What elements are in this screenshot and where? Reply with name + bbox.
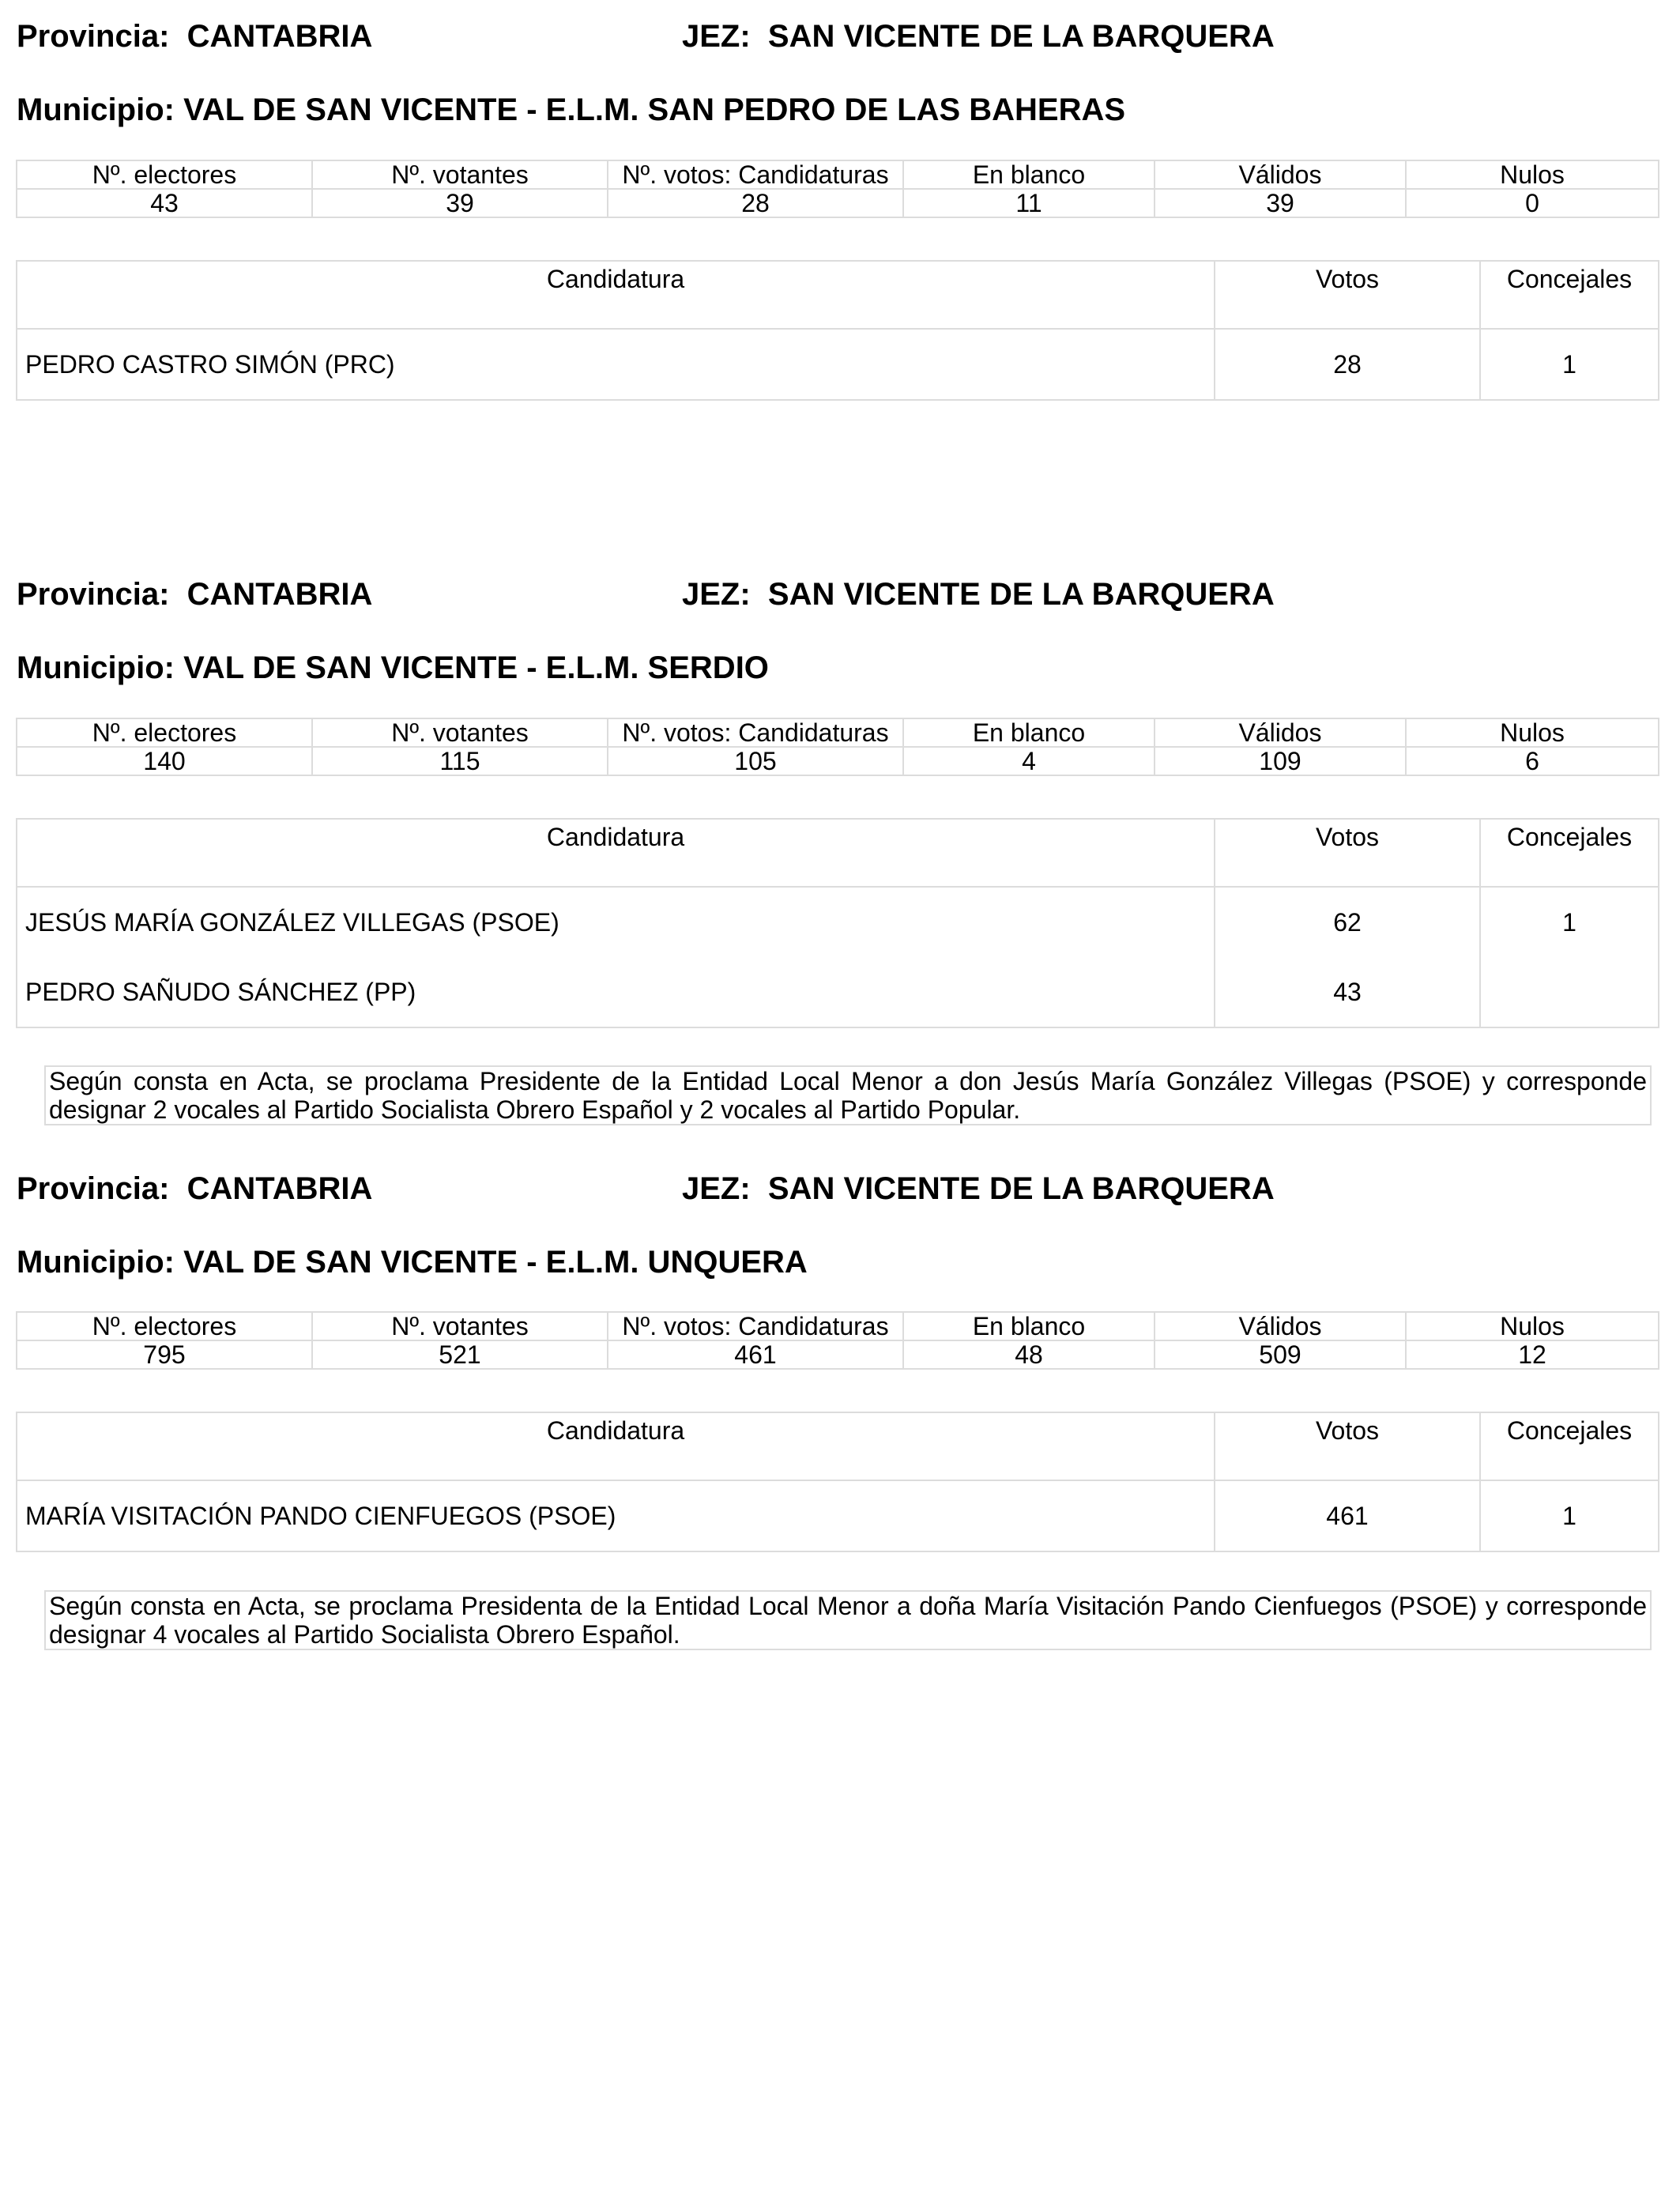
stat-header: Nº. votantes — [312, 1312, 608, 1340]
candidate-concejales: 1 — [1562, 1502, 1576, 1530]
candidate-name: MARÍA VISITACIÓN PANDO CIENFUEGOS (PSOE) — [25, 1502, 616, 1530]
candidate-rows — [17, 887, 1659, 1027]
stat-value: 115 — [312, 747, 608, 775]
stats-table — [16, 160, 1659, 218]
stat-value: 28 — [608, 189, 903, 217]
provincia-value: CANTABRIA — [186, 19, 373, 54]
jez-label: JEZ: — [682, 1171, 751, 1206]
candidate-concejales: 1 — [1562, 350, 1576, 379]
candidates-header-row — [17, 819, 1659, 887]
stats-value-row — [17, 189, 1659, 217]
candidate-votos: 43 — [1333, 978, 1362, 1006]
stat-value: 48 — [903, 1340, 1155, 1369]
stat-header: Válidos — [1155, 1312, 1406, 1340]
cand-header-votos: Votos — [1215, 819, 1480, 887]
candidate-votos: 62 — [1333, 908, 1362, 937]
stat-header: En blanco — [903, 718, 1155, 747]
provincia-value: CANTABRIA — [186, 577, 373, 612]
jez-value: SAN VICENTE DE LA BARQUERA — [767, 19, 1275, 54]
municipio-label: Municipio: — [17, 650, 175, 685]
jez-label: JEZ: — [682, 19, 751, 54]
jez-value: SAN VICENTE DE LA BARQUERA — [767, 1171, 1275, 1206]
candidate-votos: 28 — [1333, 350, 1362, 379]
candidate-name: PEDRO CASTRO SIMÓN (PRC) — [25, 350, 395, 379]
stat-header: Nº. votos: Candidaturas — [608, 718, 903, 747]
stat-header: Nº. votos: Candidaturas — [608, 160, 903, 189]
cand-header-votos: Votos — [1215, 261, 1480, 329]
stat-header: En blanco — [903, 1312, 1155, 1340]
stat-header: Nº. electores — [17, 718, 312, 747]
stat-header: Nº. votos: Candidaturas — [608, 1312, 903, 1340]
candidate-name: PEDRO SAÑUDO SÁNCHEZ (PP) — [25, 978, 416, 1006]
cand-header-concejales: Concejales — [1480, 819, 1659, 887]
stats-header-row — [17, 160, 1659, 189]
candidates-table — [16, 260, 1659, 401]
cand-header-concejales: Concejales — [1480, 261, 1659, 329]
stat-header: En blanco — [903, 160, 1155, 189]
stat-header: Nº. votantes — [312, 718, 608, 747]
stat-header: Nº. electores — [17, 1312, 312, 1340]
candidate-votos: 461 — [1326, 1502, 1369, 1530]
stats-header-row — [17, 1312, 1659, 1340]
stat-value: 105 — [608, 747, 903, 775]
municipio-label: Municipio: — [17, 92, 175, 127]
candidates-table — [16, 818, 1659, 1028]
proclamation-note: Según consta en Acta, se proclama Presidente de la Entidad Local Menor a don Jesús María González Villegas (PSOE) y corresponde designar 2 vocales al Partido Socialista Obrero Español y 2 vocales al Partido Popular. — [44, 1065, 1652, 1125]
stat-value: 509 — [1155, 1340, 1406, 1369]
stat-header: Nº. electores — [17, 160, 312, 189]
section-header — [17, 19, 1275, 54]
candidate-concejales: 1 — [1562, 908, 1576, 937]
provincia-value: CANTABRIA — [186, 1171, 373, 1206]
section-header — [17, 1171, 1275, 1206]
stat-value: 795 — [17, 1340, 312, 1369]
cand-header-candidatura: Candidatura — [17, 819, 1215, 887]
stat-header: Nulos — [1406, 718, 1659, 747]
candidate-concejales — [1481, 957, 1658, 1027]
jez-value: SAN VICENTE DE LA BARQUERA — [767, 577, 1275, 612]
stats-table — [16, 718, 1659, 776]
stat-header: Válidos — [1155, 718, 1406, 747]
provincia-label: Provincia: — [17, 1171, 170, 1206]
candidates-header-row — [17, 1412, 1659, 1480]
cand-header-candidatura: Candidatura — [17, 1412, 1215, 1480]
proclamation-note: Según consta en Acta, se proclama Presidenta de la Entidad Local Menor a doña María Visitación Pando Cienfuegos (PSOE) y corresponde designar 4 vocales al Partido Socialista Obrero Español. — [44, 1590, 1652, 1650]
stat-header: Nº. votantes — [312, 160, 608, 189]
municipio-value: VAL DE SAN VICENTE - E.L.M. SAN PEDRO DE LAS BAHERAS — [183, 92, 1126, 127]
stat-value: 39 — [312, 189, 608, 217]
stat-value: 0 — [1406, 189, 1659, 217]
candidates-table — [16, 1412, 1659, 1552]
stat-value: 109 — [1155, 747, 1406, 775]
provincia-label: Provincia: — [17, 19, 170, 54]
stats-table — [16, 1311, 1659, 1370]
stat-value: 39 — [1155, 189, 1406, 217]
municipio-value: VAL DE SAN VICENTE - E.L.M. SERDIO — [183, 650, 769, 685]
municipio-title — [17, 94, 1125, 126]
stat-header: Nulos — [1406, 160, 1659, 189]
stat-value: 11 — [903, 189, 1155, 217]
stat-value: 521 — [312, 1340, 608, 1369]
cand-header-votos: Votos — [1215, 1412, 1480, 1480]
candidates-header-row — [17, 261, 1659, 329]
stat-value: 43 — [17, 189, 312, 217]
section-header — [17, 577, 1275, 612]
stat-value: 12 — [1406, 1340, 1659, 1369]
cand-header-concejales: Concejales — [1480, 1412, 1659, 1480]
candidate-row — [17, 1480, 1659, 1551]
municipio-title — [17, 652, 769, 684]
stat-header: Nulos — [1406, 1312, 1659, 1340]
stat-value: 4 — [903, 747, 1155, 775]
stat-header: Válidos — [1155, 160, 1406, 189]
stats-header-row — [17, 718, 1659, 747]
stat-value: 140 — [17, 747, 312, 775]
stat-value: 6 — [1406, 747, 1659, 775]
municipio-title — [17, 1246, 808, 1278]
candidate-row — [17, 329, 1659, 400]
stats-value-row — [17, 1340, 1659, 1369]
stat-value: 461 — [608, 1340, 903, 1369]
cand-header-candidatura: Candidatura — [17, 261, 1215, 329]
municipio-label: Municipio: — [17, 1245, 175, 1280]
candidate-name: JESÚS MARÍA GONZÁLEZ VILLEGAS (PSOE) — [25, 908, 559, 937]
stats-value-row — [17, 747, 1659, 775]
provincia-label: Provincia: — [17, 577, 170, 612]
jez-label: JEZ: — [682, 577, 751, 612]
municipio-value: VAL DE SAN VICENTE - E.L.M. UNQUERA — [183, 1245, 808, 1280]
